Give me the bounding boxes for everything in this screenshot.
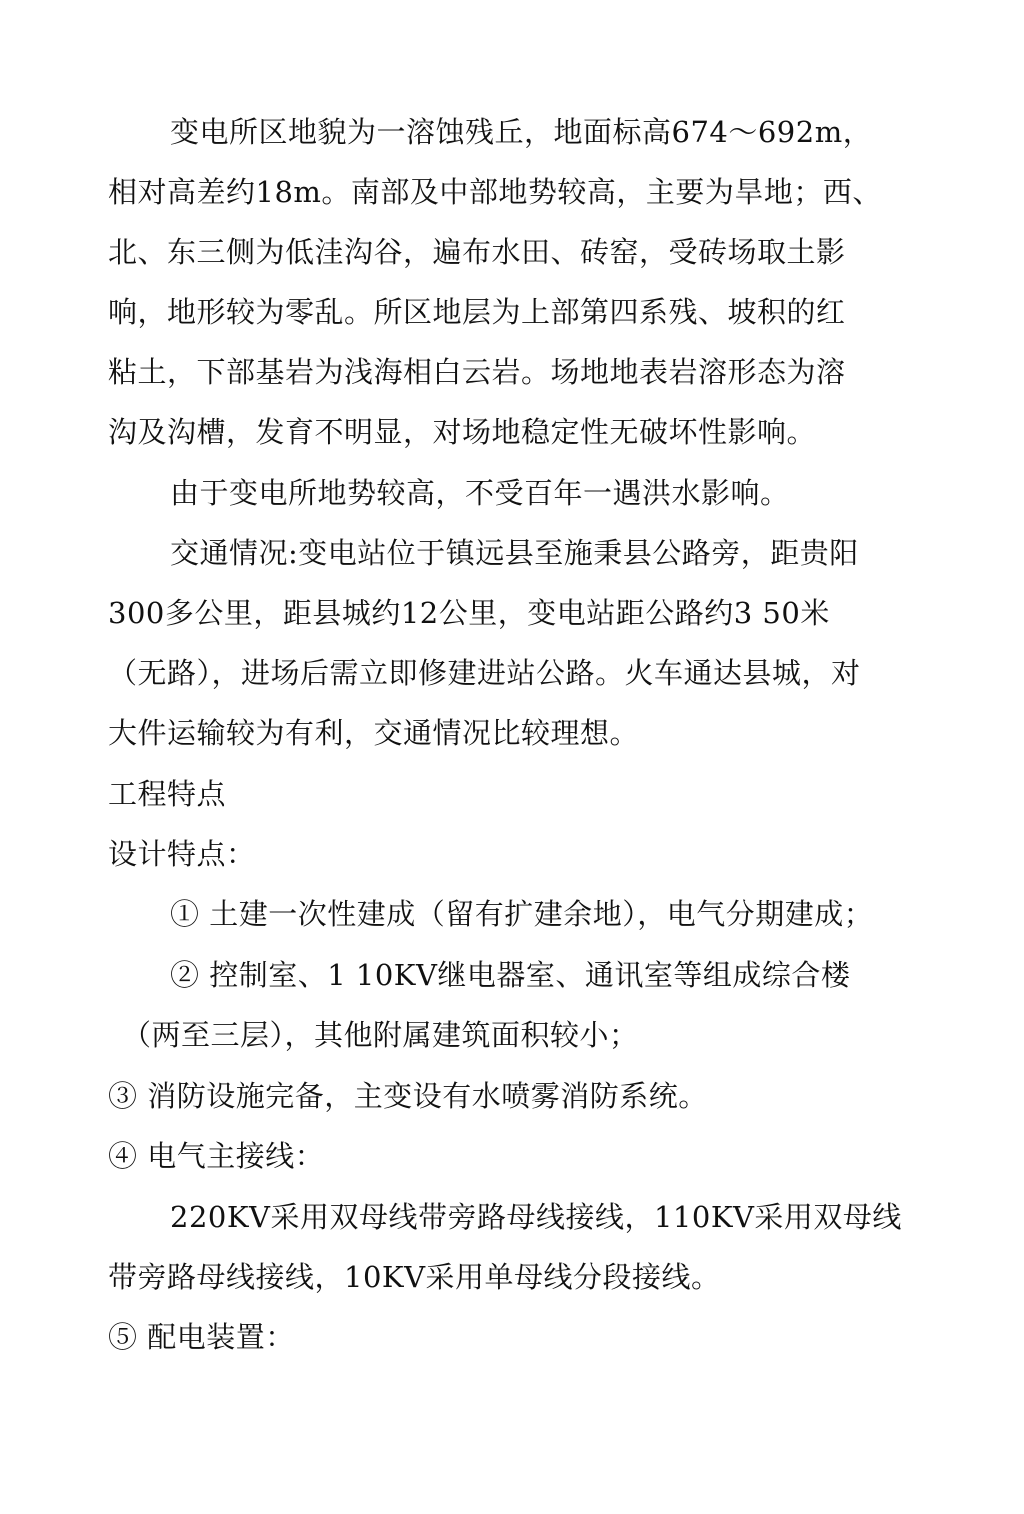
text-line: 响，地形较为零乱。所区地层为上部第四系残、坡积的红	[108, 295, 846, 329]
text-line: 由于变电所地势较高，不受百年一遇洪水影响。	[170, 476, 790, 510]
text-line: 220KV采用双母线带旁路母线接线，110KV采用双母线	[170, 1200, 902, 1234]
text-line: 300多公里，距县城约12公里，变电站距公路约3 50米	[108, 596, 830, 630]
list-item: ④ 电气主接线：	[108, 1139, 325, 1173]
text-line: 交通情况:变电站位于镇远县至施秉县公路旁，距贵阳	[170, 536, 859, 570]
text-line: 粘土，下部基岩为浅海相白云岩。场地地表岩溶形态为溶	[108, 355, 846, 389]
text-line: （两至三层），其他附属建筑面积较小；	[122, 1018, 639, 1052]
list-item: ③ 消防设施完备，主变设有水喷雾消防系统。	[108, 1079, 708, 1113]
text-line: 相对高差约18m。南部及中部地势较高，主要为旱地；西、	[108, 175, 882, 209]
text-line: （无路），进场后需立即修建进站公路。火车通达县城，对	[108, 656, 861, 690]
list-item: ① 土建一次性建成（留有扩建余地），电气分期建成；	[170, 897, 874, 931]
list-item: ② 控制室、1 10KV继电器室、通讯室等组成综合楼	[170, 958, 851, 992]
text-line: 沟及沟槽，发育不明显，对场地稳定性无破坏性影响。	[108, 415, 817, 449]
section-heading: 工程特点	[108, 777, 227, 811]
subsection-heading: 设计特点：	[108, 837, 256, 871]
text-line: 变电所区地貌为一溶蚀残丘，地面标高674～692m，	[170, 115, 873, 149]
text-line: 北、东三侧为低洼沟谷，遍布水田、砖窑，受砖场取土影	[108, 235, 846, 269]
text-line: 大件运输较为有利，交通情况比较理想。	[108, 716, 640, 750]
list-item: ⑤ 配电装置：	[108, 1320, 295, 1354]
text-line: 带旁路母线接线，10KV采用单母线分段接线。	[108, 1260, 721, 1294]
